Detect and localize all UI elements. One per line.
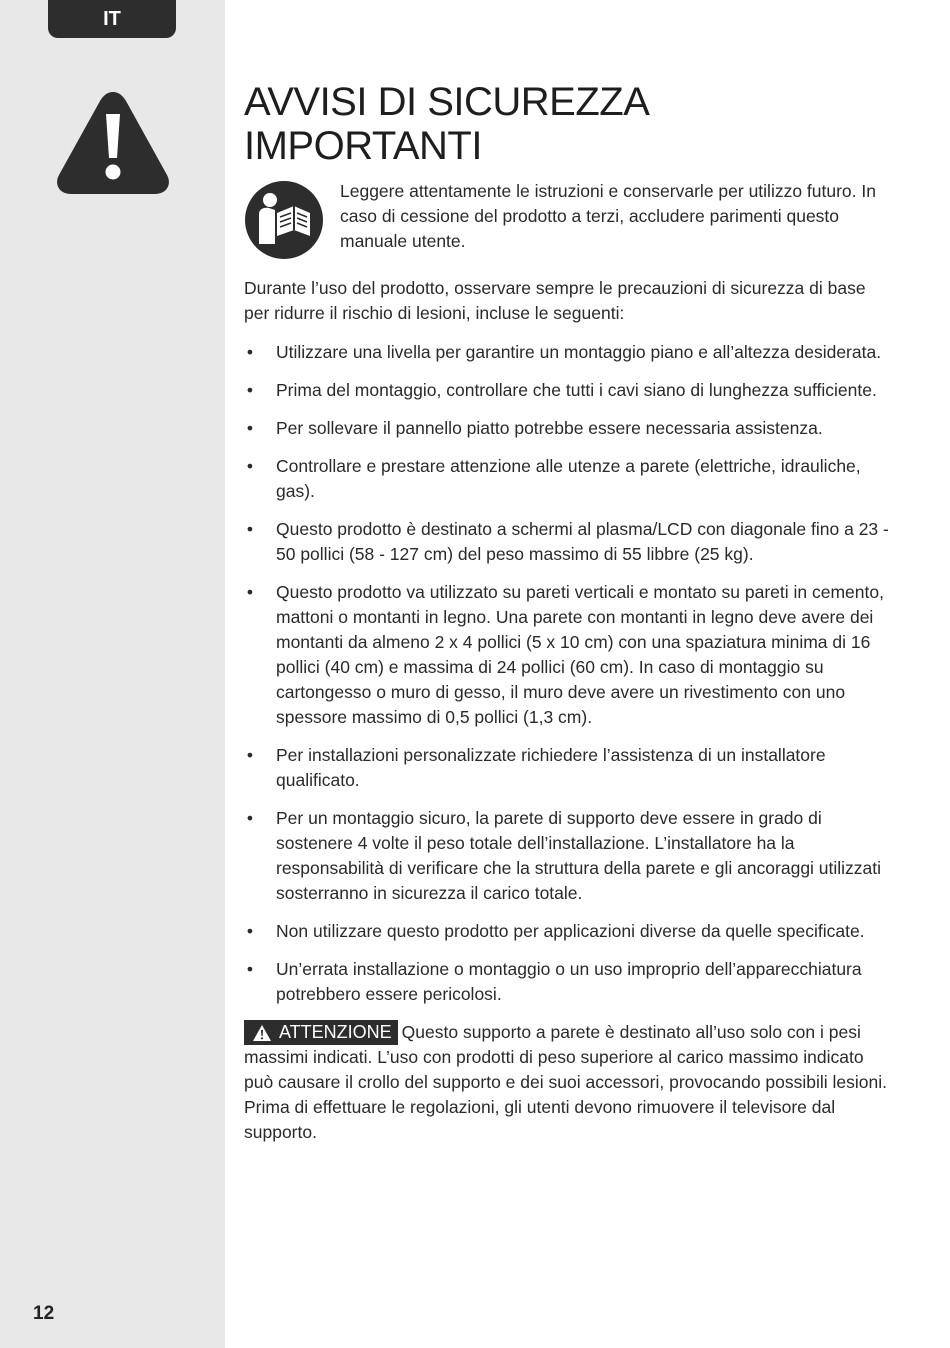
list-item [244,957,894,1007]
sidebar [0,0,225,1348]
list-item-text: Un’errata installazione o montaggio o un uso improprio dell’apparecchiatura potrebbero essere pericolosi. [276,959,862,1004]
list-item [244,340,894,365]
bullet-icon: • [246,582,254,602]
list-item [244,919,894,944]
lead-paragraph: Durante l’uso del prodotto, osservare sempre le precauzioni di sicurezza di base per ridurre il rischio di lesioni, incluse le seguenti: [244,278,866,323]
read-manual-icon [244,180,324,260]
list-item-text: Per un montaggio sicuro, la parete di supporto deve essere in grado di sostenere 4 volte il peso totale dell’installazione. L’installatore ha la responsabilità di verificare che la struttura della parete e gli ancoraggi utilizzati sosterranno in sicurezza il carico totale. [276,808,882,903]
bullet-icon: • [246,745,254,765]
list-item-text: Questo prodotto è destinato a schermi al plasma/LCD con diagonale fino a 23 - 50 pollici (58 - 127 cm) del peso massimo di 55 libbre (25 kg). [276,519,889,564]
page-number: 12 [33,1303,55,1324]
bullet-icon: • [246,519,254,539]
bullet-icon: • [246,808,254,828]
list-item [244,743,894,793]
safety-list [244,340,894,1007]
list-item [244,416,894,441]
list-item-text: Questo prodotto va utilizzato su pareti verticali e montato su pareti in cemento, mattoni o montanti in legno. Una parete con montanti in legno deve avere dei montanti da almeno 2 x 4 pollici (5 x 10 cm) con una spaziatura minima di 16 pollici (40 cm) e massima di 24 pollici (60 cm). In caso di montaggio su cartongesso o muro di gesso, il muro deve avere un rivestimento con uno spessore massimo di 0,5 pollici (1,3 cm). [276,582,884,727]
language-tab: IT [48,0,176,38]
list-item-text: Controllare e prestare attenzione alle utenze a parete (elettriche, idrauliche, gas). [276,456,861,501]
intro-section [244,180,894,260]
warning-icon [252,1024,272,1042]
main-content [244,80,894,1145]
list-item [244,580,894,730]
list-item-text: Non utilizzare questo prodotto per applicazioni diverse da quelle specificate. [276,921,865,941]
list-item [244,806,894,906]
bullet-icon: • [246,959,254,979]
intro-text: Leggere attentamente le istruzioni e conservarle per utilizzo futuro. In caso di cessione del prodotto a terzi, accludere parimenti questo manuale utente. [340,181,876,251]
bullet-icon: • [246,456,254,476]
caution-label: ATTENZIONE [279,1022,392,1042]
warning-triangle-icon [53,88,173,198]
bullet-icon: • [246,380,254,400]
page-title-line-1: AVVISI DI SICUREZZA [244,80,650,124]
page-title-line-2: IMPORTANTI [244,124,482,168]
bullet-icon: • [246,921,254,941]
list-item [244,517,894,567]
list-item-text: Per sollevare il pannello piatto potrebbe essere necessaria assistenza. [276,418,823,438]
list-item [244,378,894,403]
list-item-text: Utilizzare una livella per garantire un montaggio piano e all’altezza desiderata. [276,342,882,362]
caution-badge [244,1020,398,1045]
caution-paragraph [244,1020,894,1145]
bullet-icon: • [246,342,254,362]
page-title [244,80,894,168]
list-item-text: Per installazioni personalizzate richiedere l’assistenza di un installatore qualificato. [276,745,826,790]
caution-text: Questo supporto a parete è destinato all’uso solo con i pesi massimi indicati. L’uso con prodotti di peso superiore al carico massimo indicato può causare il crollo del supporto e dei suoi accessori, provocando possibili lesioni. Prima di effettuare le regolazioni, gli utenti devono rimuovere il televisore dal supporto. [244,1022,887,1142]
list-item [244,454,894,504]
bullet-icon: • [246,418,254,438]
list-item-text: Prima del montaggio, controllare che tutti i cavi siano di lunghezza sufficiente. [276,380,877,400]
